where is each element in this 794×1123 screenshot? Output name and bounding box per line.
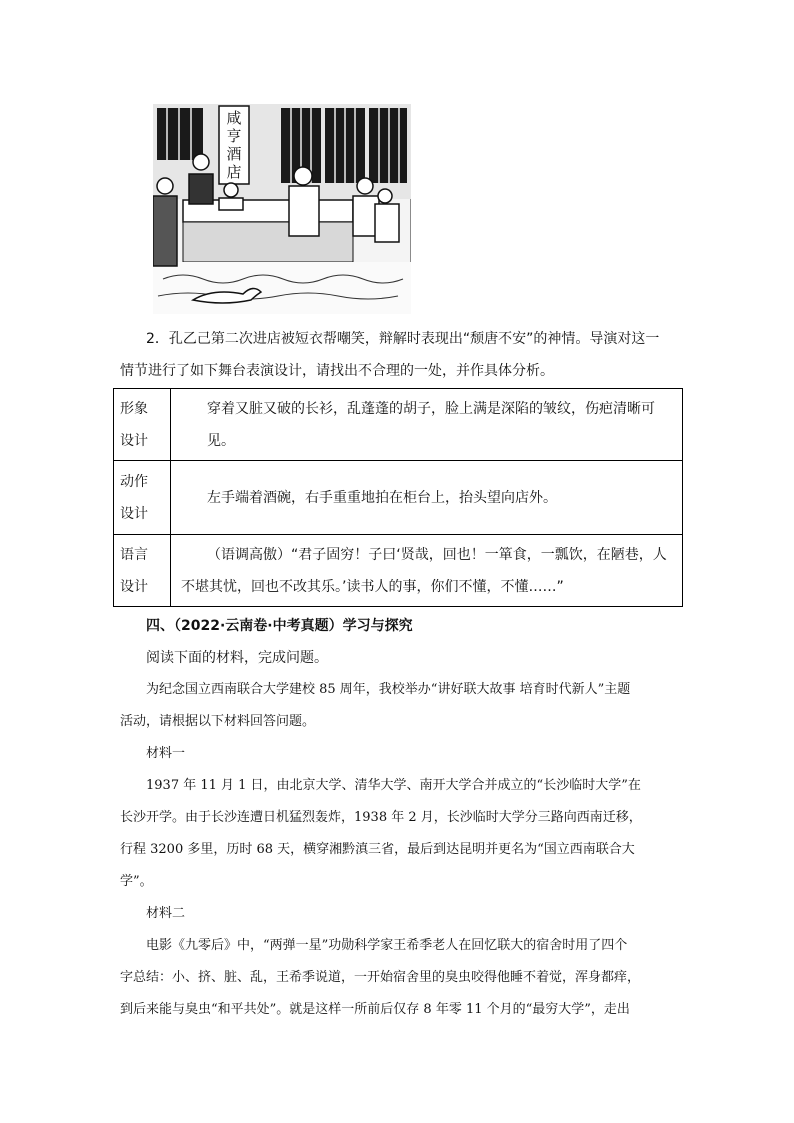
- material-1-line: 长沙开学。由于长沙连遭日机猛烈轰炸，1938 年 2 月，长沙临时大学分三路向西南迁移，: [120, 810, 642, 825]
- row-content: [171, 535, 683, 607]
- row-content: [171, 389, 683, 461]
- row-content-line: 不堪其忧，回也不改其乐。’读书人的事，你们不懂，不懂……”: [181, 578, 564, 595]
- row-label-line: 设计: [120, 432, 148, 449]
- question-2-line-1: 2．孔乙己第二次进店被短衣帮嘲笑，辩解时表现出“颓唐不安”的神情。导演对这一: [146, 331, 660, 347]
- svg-text:店: 店: [226, 163, 242, 181]
- row-label-line: 语言: [120, 546, 148, 563]
- row-label: [114, 535, 171, 607]
- row-label: [114, 389, 171, 461]
- row-content-line: （语调高傲）“君子固穷！子曰‘贤哉，回也！一箪食，一瓢饮，在陋巷，人: [207, 546, 667, 563]
- row-label-line: 动作: [120, 473, 148, 490]
- intro-line: 为纪念国立西南联合大学建校 85 周年，我校举办“讲好联大故事 培育时代新人”主题: [146, 682, 631, 697]
- material-2-title: 材料二: [146, 906, 186, 921]
- material-1-line: 行程 3200 多里，历时 68 天，横穿湘黔滇三省，最后到达昆明并更名为“国立西南联合大: [120, 842, 635, 857]
- row-label: [114, 461, 171, 535]
- svg-text:亨: 亨: [226, 127, 242, 145]
- row-label-line: 设计: [120, 578, 148, 595]
- table-row: [114, 535, 683, 607]
- question-2-line-2: 情节进行了如下舞台表演设计，请找出不合理的一处，并作具体分析。: [120, 363, 554, 379]
- material-2-line: 到后来能与臭虫“和平共处”。就是这样一所前后仅存 8 年零 11 个月的“最穷大学”，走出: [120, 1002, 630, 1017]
- intro-line: 活动，请根据以下材料回答问题。: [120, 714, 316, 729]
- tavern-illustration: [153, 104, 411, 314]
- section-heading: 四、（2022·云南卷·中考真题）学习与探究: [146, 618, 413, 634]
- material-2-line: 字总结：小、挤、脏、乱，王希季说道，一开始宿舍里的臭虫咬得他睡不着觉，浑身都痒，: [120, 970, 641, 985]
- row-label-line: 设计: [120, 505, 148, 522]
- stage-design-table: [113, 388, 683, 607]
- row-content-line: 左手端着酒碗，右手重重地拍在柜台上，抬头望向店外。: [207, 489, 557, 506]
- svg-text:咸: 咸: [226, 109, 242, 127]
- material-1-title: 材料一: [146, 746, 186, 761]
- row-content-line: 穿着又脏又破的长衫，乱蓬蓬的胡子，脸上满是深陷的皱纹，伤疤清晰可见。: [207, 400, 655, 449]
- table-row: [114, 461, 683, 535]
- tavern-sign-text: [226, 109, 241, 181]
- section-instruction: 阅读下面的材料，完成问题。: [146, 650, 328, 666]
- row-label-line: 形象: [120, 400, 148, 417]
- material-1-line: 学”。: [120, 874, 153, 889]
- row-content: [171, 461, 683, 535]
- table-row: [114, 389, 683, 461]
- material-1-line: 1937 年 11 月 1 日，由北京大学、清华大学、南开大学合并成立的“长沙临时大学”在: [146, 778, 641, 793]
- material-2-line: 电影《九零后》中，“两弹一星”功勋科学家王希季老人在回忆联大的宿舍时用了四个: [146, 938, 628, 953]
- svg-text:酒: 酒: [226, 145, 242, 163]
